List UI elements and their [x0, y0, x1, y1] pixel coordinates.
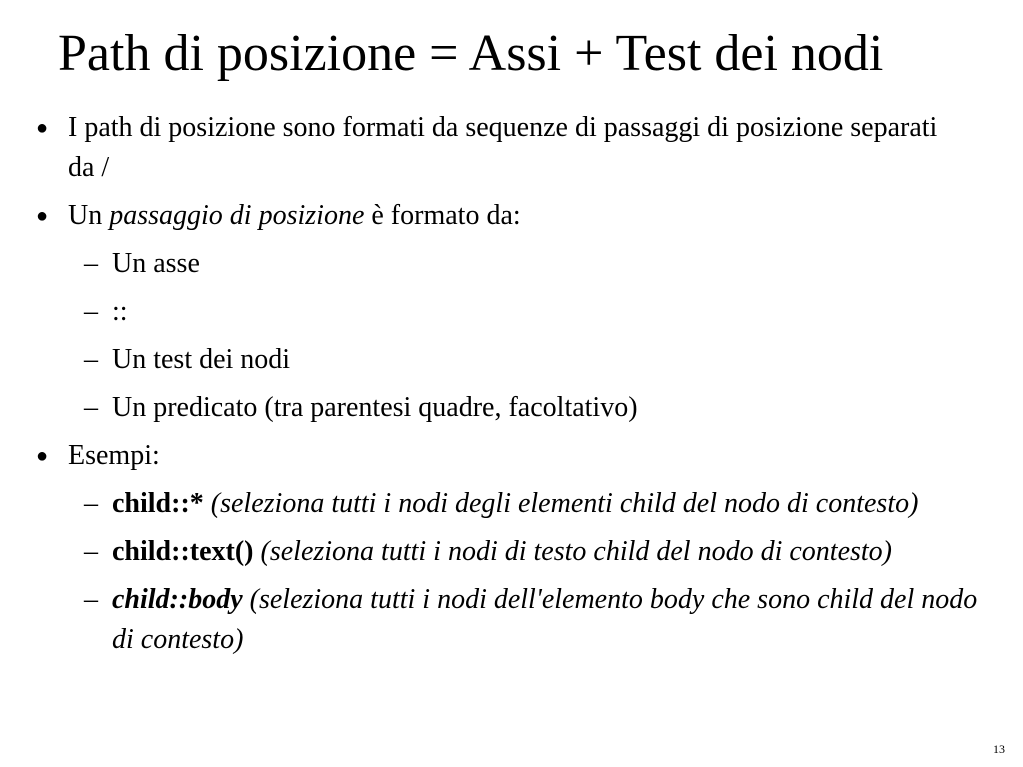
bullet-dot-icon: ● [35, 445, 49, 467]
example-description: (seleziona tutti i nodi di testo child del nodo di contesto) [260, 536, 892, 567]
example-description: (seleziona tutti i nodi degli elementi child del nodo di contesto) [210, 488, 919, 519]
bullet-text: Esempi: [68, 440, 160, 471]
example-code: child::* [112, 488, 204, 519]
dash-icon: – [84, 344, 98, 375]
dash-icon: – [84, 248, 98, 279]
slide-title: Path di posizione = Assi + Test dei nodi [58, 25, 884, 82]
dash-icon: – [84, 488, 98, 519]
bullet-item-path-definition [35, 108, 948, 188]
bullet-item-examples [35, 436, 948, 476]
subitem-text: Un asse [112, 248, 200, 279]
example-code: child::text() [112, 536, 254, 567]
bullet-text-emphasis: passaggio di posizione [109, 200, 365, 231]
bullet-item-step-definition [35, 196, 948, 236]
bullet-text: I path di posizione sono formati da sequenze di passaggi di posizione separati da / [68, 112, 938, 183]
subitem-node-test [84, 340, 982, 380]
example-code: child::body [112, 584, 243, 615]
subitem-text: Un predicato (tra parentesi quadre, facoltativo) [112, 392, 638, 423]
slide-content [0, 108, 1023, 660]
dash-icon: – [84, 584, 98, 615]
bullet-text-prefix: Un [68, 200, 110, 231]
bullet-text-suffix: è formato da: [364, 200, 521, 231]
dash-icon: – [84, 392, 98, 423]
page-number: 13 [993, 742, 1005, 756]
subitem-text: Un test dei nodi [112, 344, 291, 375]
subitem-separator [84, 292, 982, 332]
example-child-body [84, 580, 982, 660]
bullet-dot-icon: ● [35, 205, 49, 227]
example-child-text [84, 532, 982, 572]
bullet-dot-icon: ● [35, 117, 49, 139]
subitem-axis [84, 244, 982, 284]
dash-icon: – [84, 296, 98, 327]
subitem-text: :: [112, 296, 128, 327]
subitem-predicate [84, 388, 982, 428]
dash-icon: – [84, 536, 98, 567]
example-child-all [84, 484, 982, 524]
example-description: (seleziona tutti i nodi dell'elemento body che sono child del nodo di contesto) [112, 584, 978, 655]
